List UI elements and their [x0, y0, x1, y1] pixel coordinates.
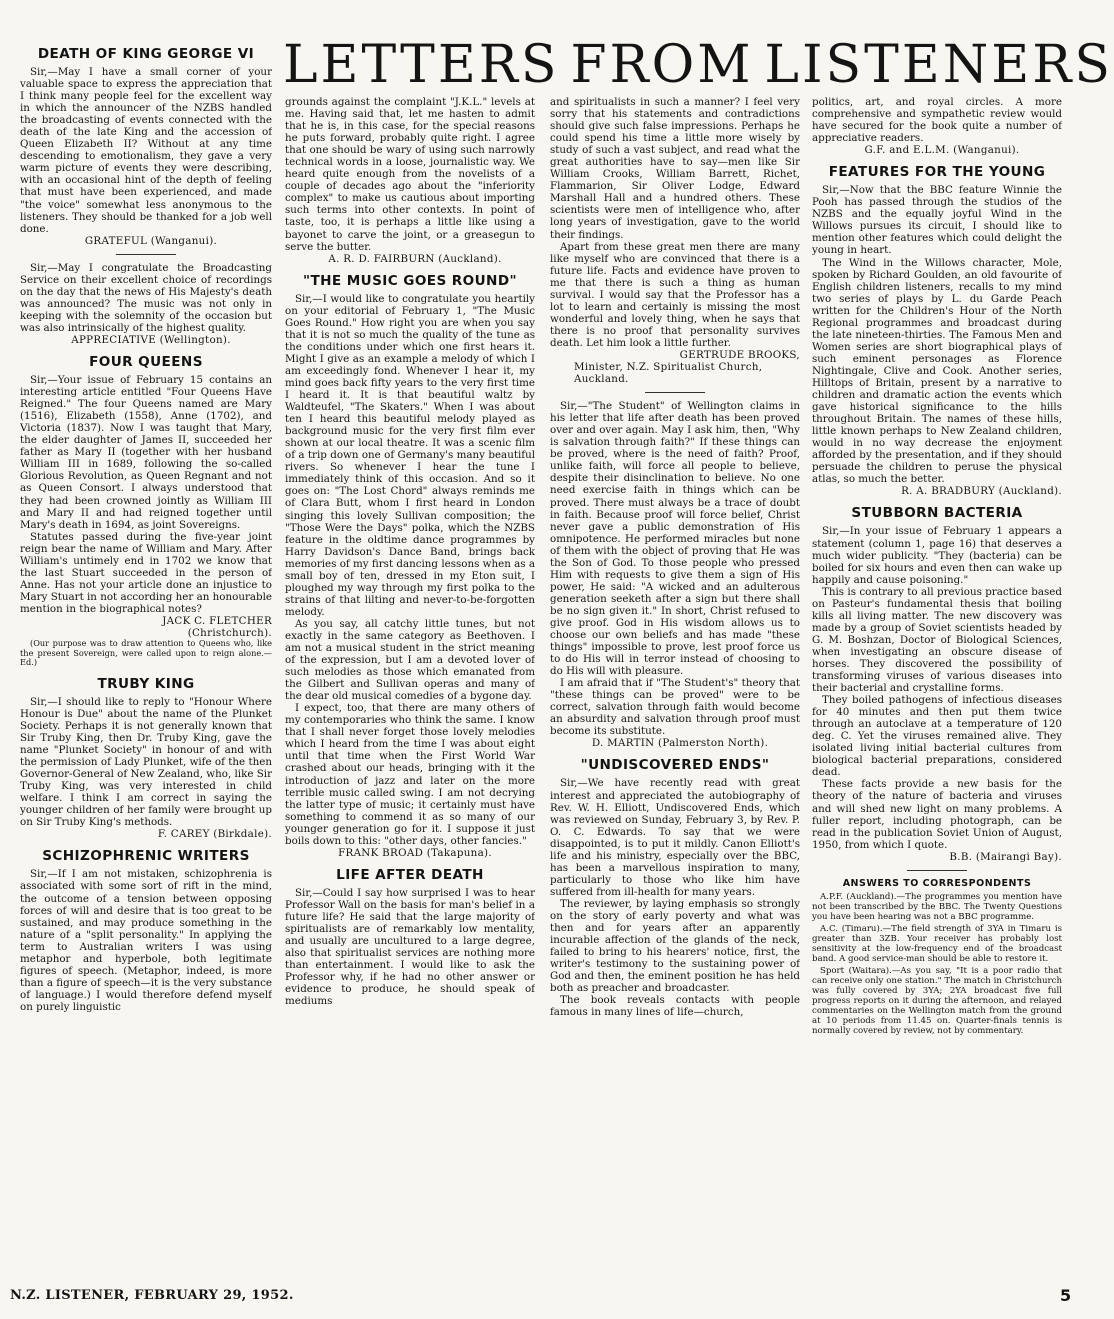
divider	[116, 254, 176, 255]
letter-text: politics, art, and royal circles. A more comprehensive and sympathetic review would have secured for the book quite a number of appreciative readers.	[812, 96, 1062, 145]
column-3	[550, 96, 800, 1280]
answer-item: A.C. (Timaru).—The field strength of 3YA in Timaru is greater than 3ZB. Your receiver has probably lost sensitivity at the low-frequency end of the broadcast band. A good service-man should be able to restore it.	[812, 923, 1062, 964]
letter-signature: GRATEFUL (Wanganui).	[84, 234, 218, 247]
column-2	[285, 96, 535, 1280]
divider	[645, 392, 705, 393]
letter-text: Sir,—I would like to congratulate you heartily on your editorial of February 1, "The Music Goes Round." How right you are when you say that it is not so much the quality of the tune as the conditions under which one first hears it. Might I give as an example a melody of which I am exceedingly fond. Whenever I hear it, my mind goes back fifty years to the very first time I heard it. It is that beautiful waltz by Waldteufel, "The Skaters." When I was about ten I heard this beautiful melody played as background music for the very first film ever shown at our local theatre. It was a scenic film of a trip down one of Germany's many beautiful rivers. So whenever I hear the tune I immediately think of this occasion. And so it goes on: "The Lost Chord" always reminds me of Clara Butt, whom I first heard in London singing this lovely Sullivan composition; the "Those Were the Days" polka, which the NZBS feature in the oldtime dance programmes by Harry Davidson's Dance Band, brings back memories of my first dancing lessons when as a small boy of ten, dressed in my Eton suit, I ploughed my way through my first polka to the strains of that lilting and never-to-be-forgotten melody.	[285, 292, 535, 618]
letter-text: Sir,—May I have a small corner of your valuable space to express the appreciation that I think many people feel for the excellent way in which the announcer of the NZBS handled the broadcasting of events connected with the death of the late King and the accession of Queen Elizabeth II? Without at any time descending to emotionalism, they gave a very warm picture of events they were describing, with an occasional hint of the depth of feeling that must have been experienced, and made "the voice" somewhat less anonymous to the listeners. They should be thanked for a job well done.	[20, 66, 272, 235]
letter-signature: R. A. BRADBURY (Auckland).	[901, 485, 1062, 498]
letter-text: The reviewer, by laying emphasis so strongly on the story of early poverty and what was then and for years after an apparently incurable affection of the glands of the neck, failed to bring to his hearers' notice, first, the writer's testimony to the sustaining power of God and then, the eminent position he has held both as preacher and broadcaster.	[550, 897, 800, 995]
letter-signature: G.F. and E.L.M. (Wanganui).	[864, 144, 1020, 157]
letter-text: Sir,—"The Student" of Wellington claims in his letter that life after death has been proved over and over again. May I ask him, then, "Why is salvation through faith?" If these things can be proved, where is the need of faith? Proof, unlike faith, will force all people to believe, despite their disinclination to believe. No one need exercise faith in things which can be proved. There must always be a trace of doubt in faith. Because proof will force belief, Christ never gave a public demonstration of His omnipotence. He performed miracles but none of them with the object of proving that He was the Son of God. To those people who pressed Him with requests to give them a sign of His power, He said: "A wicked and an adulterous generation seeketh after a sign but there shall be no sign given it." In short, Christ refused to give proof. God in His wisdom allows us to choose our own beliefs and has made "these things" impossible to prove, lest proof force us to do His will in terror instead of choosing to do His will with pleasure.	[550, 400, 800, 678]
letter-text: This is contrary to all previous practice based on Pasteur's fundamental thesis that boiling kills all living matter. The new discovery was made by a group of Soviet scientists headed by G. M. Boshzan, Doctor of Biological Sciences, when investigating an obscure disease of horses. They discovered the possibility of transforming viruses of various diseases into their bacterial and crystalline forms.	[812, 585, 1062, 695]
letter-text: Sir,—Your issue of February 15 contains an interesting article entitled "Four Queens Have Reigned." The four Queens named are Mary (1516), Elizabeth (1558), Anne (1702), and Victoria (1837). Now I was taught that Mary, the elder daughter of James II, succeeded her father as Mary II (together with her husband William III in 1689, following the so-called Glorious Revolution, as Queen Regnant and not as Queen Consort. I always understood that they had been crowned jointly as William III and Mary II and had reigned together until Mary's death in 1694, as joint Sovereigns.	[20, 374, 272, 531]
letter-text: Apart from these great men there are many like myself who are convinced that there is a future life. Facts and evidence have proven to me that there is such a thing as human survival. I would say that the Professor has a lot to learn and certainly is missing the most wonderful and lovely thing, when he says that there is no proof that personality survives death. Let him look a little further.	[550, 240, 800, 349]
letter-signature: D. MARTIN (Palmerston North).	[591, 737, 769, 750]
letter-signature-place: (Christchurch).	[187, 627, 272, 640]
masthead-title	[283, 36, 1113, 94]
letter-text: Sir,—If I am not mistaken, schizophrenia is associated with some sort of rift in the mind, the outcome of a tension between opposing forces of will and desire that is too great to be sustained, and may produce something in the nature of a "split personality." In applying the term to Australian writers I was using metaphor and hyperbole, both legitimate figures of speech. (Metaphor, indeed, is more than a figure of speech—it is the very substance of language.) I would therefore defend myself on purely linguistic	[20, 868, 272, 1013]
letter-text: grounds against the complaint "J.K.L." levels at me. Having said that, let me hasten to admit that he is, in this case, for the special reasons he puts forward, probably quite right. I agree that one should be wary of using such narrowly technical words in a loose, journalistic way. We heard quite enough from the novelists of a couple of decades ago about the "inferiority complex" to make us cautious about importing such terms into other contexts. In point of taste, too, it is perhaps a little like using a bayonet to carve the joint, or a greasegun to serve the butter.	[285, 96, 535, 253]
letter-text: and spiritualists in such a manner? I feel very sorry that his statements and contradictions should give such false impressions. Perhaps he could spend his time a little more wisely by study of such a vast subject, and read what the great authorities have to say—men like Sir William Crooks, William Barrett, Richet, Flammarion, Sir Oliver Lodge, Edward Marshall Hall and a hundred others. These scientists were men of intelligence who, after long years of investigation, gave to the world their findings.	[550, 96, 800, 241]
letter-signature: B.B. (Mairangi Bay).	[949, 850, 1062, 863]
letter-signature: JACK C. FLETCHER	[162, 614, 272, 627]
answer-item: A.P.F. (Auckland).—The programmes you mention have not been transcribed by the BBC. The Twenty Questions you have been hearing was not a BBC programme.	[812, 891, 1062, 922]
letter-signature: F. CAREY (Birkdale).	[157, 828, 272, 841]
letter-text: Sir,—In your issue of February 1 appears a statement (column 1, page 16) that deserves a much wider publicity. "They (bacteria) can be boiled for six hours and even then can wake up happily and cause poisoning."	[812, 525, 1062, 586]
letter-text: Statutes passed during the five-year joint reign bear the name of William and Mary. After William's untimely end in 1702 we know that the last Stuart succeeded in the person of Anne. Has not your article done an injustice to Mary Stuart in not according her an honourable mention in the biographical notes?	[20, 530, 272, 615]
footer-publication: N.Z. LISTENER, FEBRUARY 29, 1952.	[10, 1288, 294, 1303]
masthead-word-listeners: LISTENERS	[764, 35, 1113, 95]
letter-signature: FRANK BROAD (Takapuna).	[338, 846, 492, 859]
divider	[907, 870, 967, 871]
letter-text: They boiled pathogens of infectious diseases for 40 minutes and then put them twice through an autoclave at a temperature of 120 deg. C. Yet the viruses remained alive. They isolated living initial bacterial cultures from biological bacterial preparations, considered dead.	[812, 694, 1062, 779]
letter-signature-title: Minister, N.Z. Spiritualist Church,	[574, 361, 763, 374]
answer-item: Sport (Waitara).—As you say, "It is a poor radio that can receive only one station." The match in Christchurch was fully covered by 3YA; 2YA broadcast five full progress reports on it during the afternoon, and relayed commentaries on the Wellington match from the ground at 10 periods from 11.45 on. Quarter-finals tennis is normally covered by review, not by commentary.	[812, 965, 1062, 1036]
answers-block	[812, 892, 1062, 1036]
heading-schizophrenic-writers: SCHIZOPHRENIC WRITERS	[42, 848, 250, 865]
letter-text: As you say, all catchy little tunes, but not exactly in the same category as Beethoven. I am not a musical student in the strict meaning of the expression, but I am a devoted lover of such melodies as those which emanated from the Gilbert and Sullivan operas and many of the dear old musical comedies of a bygone day.	[285, 617, 535, 703]
editor-note: (Our purpose was to draw attention to Queens who, like the present Sovereign, were called upon to reign alone.—Ed.)	[20, 638, 272, 668]
letter-text: Sir,—Could I say how surprised I was to hear Professor Wall on the basis for man's belief in a future life? He said that the large majority of spiritualists are of remarkably low mentality, and usually are uncultured to a large degree, also that spiritualist services are nothing more than entertainment. I would like to ask the Professor why, if he had no other answer or evidence to produce, he should speak of mediums	[285, 886, 535, 1008]
letter-signature: A. R. D. FAIRBURN (Auckland).	[328, 252, 502, 265]
letter-text: Sir,—We have recently read with great interest and appreciated the autobiography of Rev. W. H. Elliott, Undiscovered Ends, which was reviewed on Sunday, February 3, by Rev. P. O. C. Edwards. To say that we were disappointed, is to put it mildly. Canon Elliott's life and his ministry, especially over the BBC, has been a marvellous inspiration to many, particularly to those who like him have suffered from ill-health for many years.	[550, 777, 800, 898]
heading-music-goes-round: "THE MUSIC GOES ROUND"	[302, 272, 517, 289]
letter-signature-place: Auckland.	[574, 373, 629, 386]
heading-stubborn-bacteria: STUBBORN BACTERIA	[851, 505, 1023, 522]
heading-four-queens: FOUR QUEENS	[89, 354, 203, 371]
letter-text: The Wind in the Willows character, Mole, spoken by Richard Goulden, an old favourite of English children listeners, recalls to my mind two series of plays by L. du Garde Peach written for the Children's Hour of the North Regional programmes and broadcast during the late nineteen-thirties. The Famous Men and Women series are short biographical plays of such eminent personages as Florence Nightingale, Clive and Cook. Another series, Hilltops of Britain, present by a narrative to children and dramatic action the events which gave historical significance to the hills throughout Britain. The names of these hills, little known perhaps to New Zealand children, would in no way decrease the enjoyment afforded by the presentation, and if they should persuade the children to peruse the physical atlas, so much the better.	[812, 256, 1062, 486]
column-4	[812, 96, 1062, 1280]
column-1	[20, 38, 272, 1280]
letter-text: Sir,—Now that the BBC feature Winnie the Pooh has passed through the studios of the NZBS and the equally joyful Wind in the Willows pursues its circuit, I should like to mention other features which could delight the young in heart.	[812, 184, 1062, 257]
heading-life-after-death: LIFE AFTER DEATH	[336, 866, 484, 883]
heading-death-of-king: DEATH OF KING GEORGE VI	[37, 46, 255, 62]
letter-signature: GERTRUDE BROOKS,	[679, 348, 800, 361]
masthead-word-letters: LETTERS	[283, 35, 560, 95]
letter-text: These facts provide a new basis for the theory of the nature of bacteria and viruses and will shed new light on many problems. A fuller report, including photograph, can be read in the publication Soviet Union of August, 1950, from which I quote.	[812, 778, 1062, 851]
letter-text: The book reveals contacts with people famous in many lines of life—church,	[550, 994, 800, 1019]
letter-signature: APPRECIATIVE (Wellington).	[71, 333, 231, 346]
heading-undiscovered-ends: "UNDISCOVERED ENDS"	[580, 757, 770, 774]
letter-text: I expect, too, that there are many others of my contemporaries who think the same. I know that I shall never forget those lovely melodies which I heard from the time I was about eight until that time when the First World War crashed about our heads, bringing with it the introduction of jazz and later on the more terrible music called swing. I am not decrying the latter type of music; it certainly must have something to commend it as so many of our younger generation go for it. I suppose it just boils down to this: "other days, other fancies."	[285, 702, 535, 847]
letter-text: I am afraid that if "The Student's" theory that "these things can be proved" were to be correct, salvation through faith would become an absurdity and salvation through proof must become its substitute.	[550, 677, 800, 738]
heading-truby-king: TRUBY KING	[97, 675, 195, 692]
masthead-word-from: FROM	[570, 35, 754, 95]
page-number: 5	[1060, 1286, 1072, 1305]
letter-text: Sir,—May I congratulate the Broadcasting Service on their excellent choice of recordings on the day that the news of His Majesty's death was announced? The music was not only in keeping with the solemnity of the occasion but was also intrinsically of the highest quality.	[20, 261, 272, 334]
heading-features-for-young: FEATURES FOR THE YOUNG	[828, 164, 1046, 181]
answers-heading: ANSWERS TO CORRESPONDENTS	[842, 877, 1032, 889]
letter-text: Sir,—I should like to reply to "Honour Where Honour is Due" about the name of the Plunket Society. Perhaps it is not generally known that Sir Truby King, then Dr. Truby King, gave the name "Plunket Society" in honour of and with the permission of Lady Plunket, wife of the then Governor-General of New Zealand, who, like Sir Truby King, was very interested in child welfare. I think I am correct in saying the younger children of her family were brought up on Sir Truby King's methods.	[20, 695, 272, 829]
